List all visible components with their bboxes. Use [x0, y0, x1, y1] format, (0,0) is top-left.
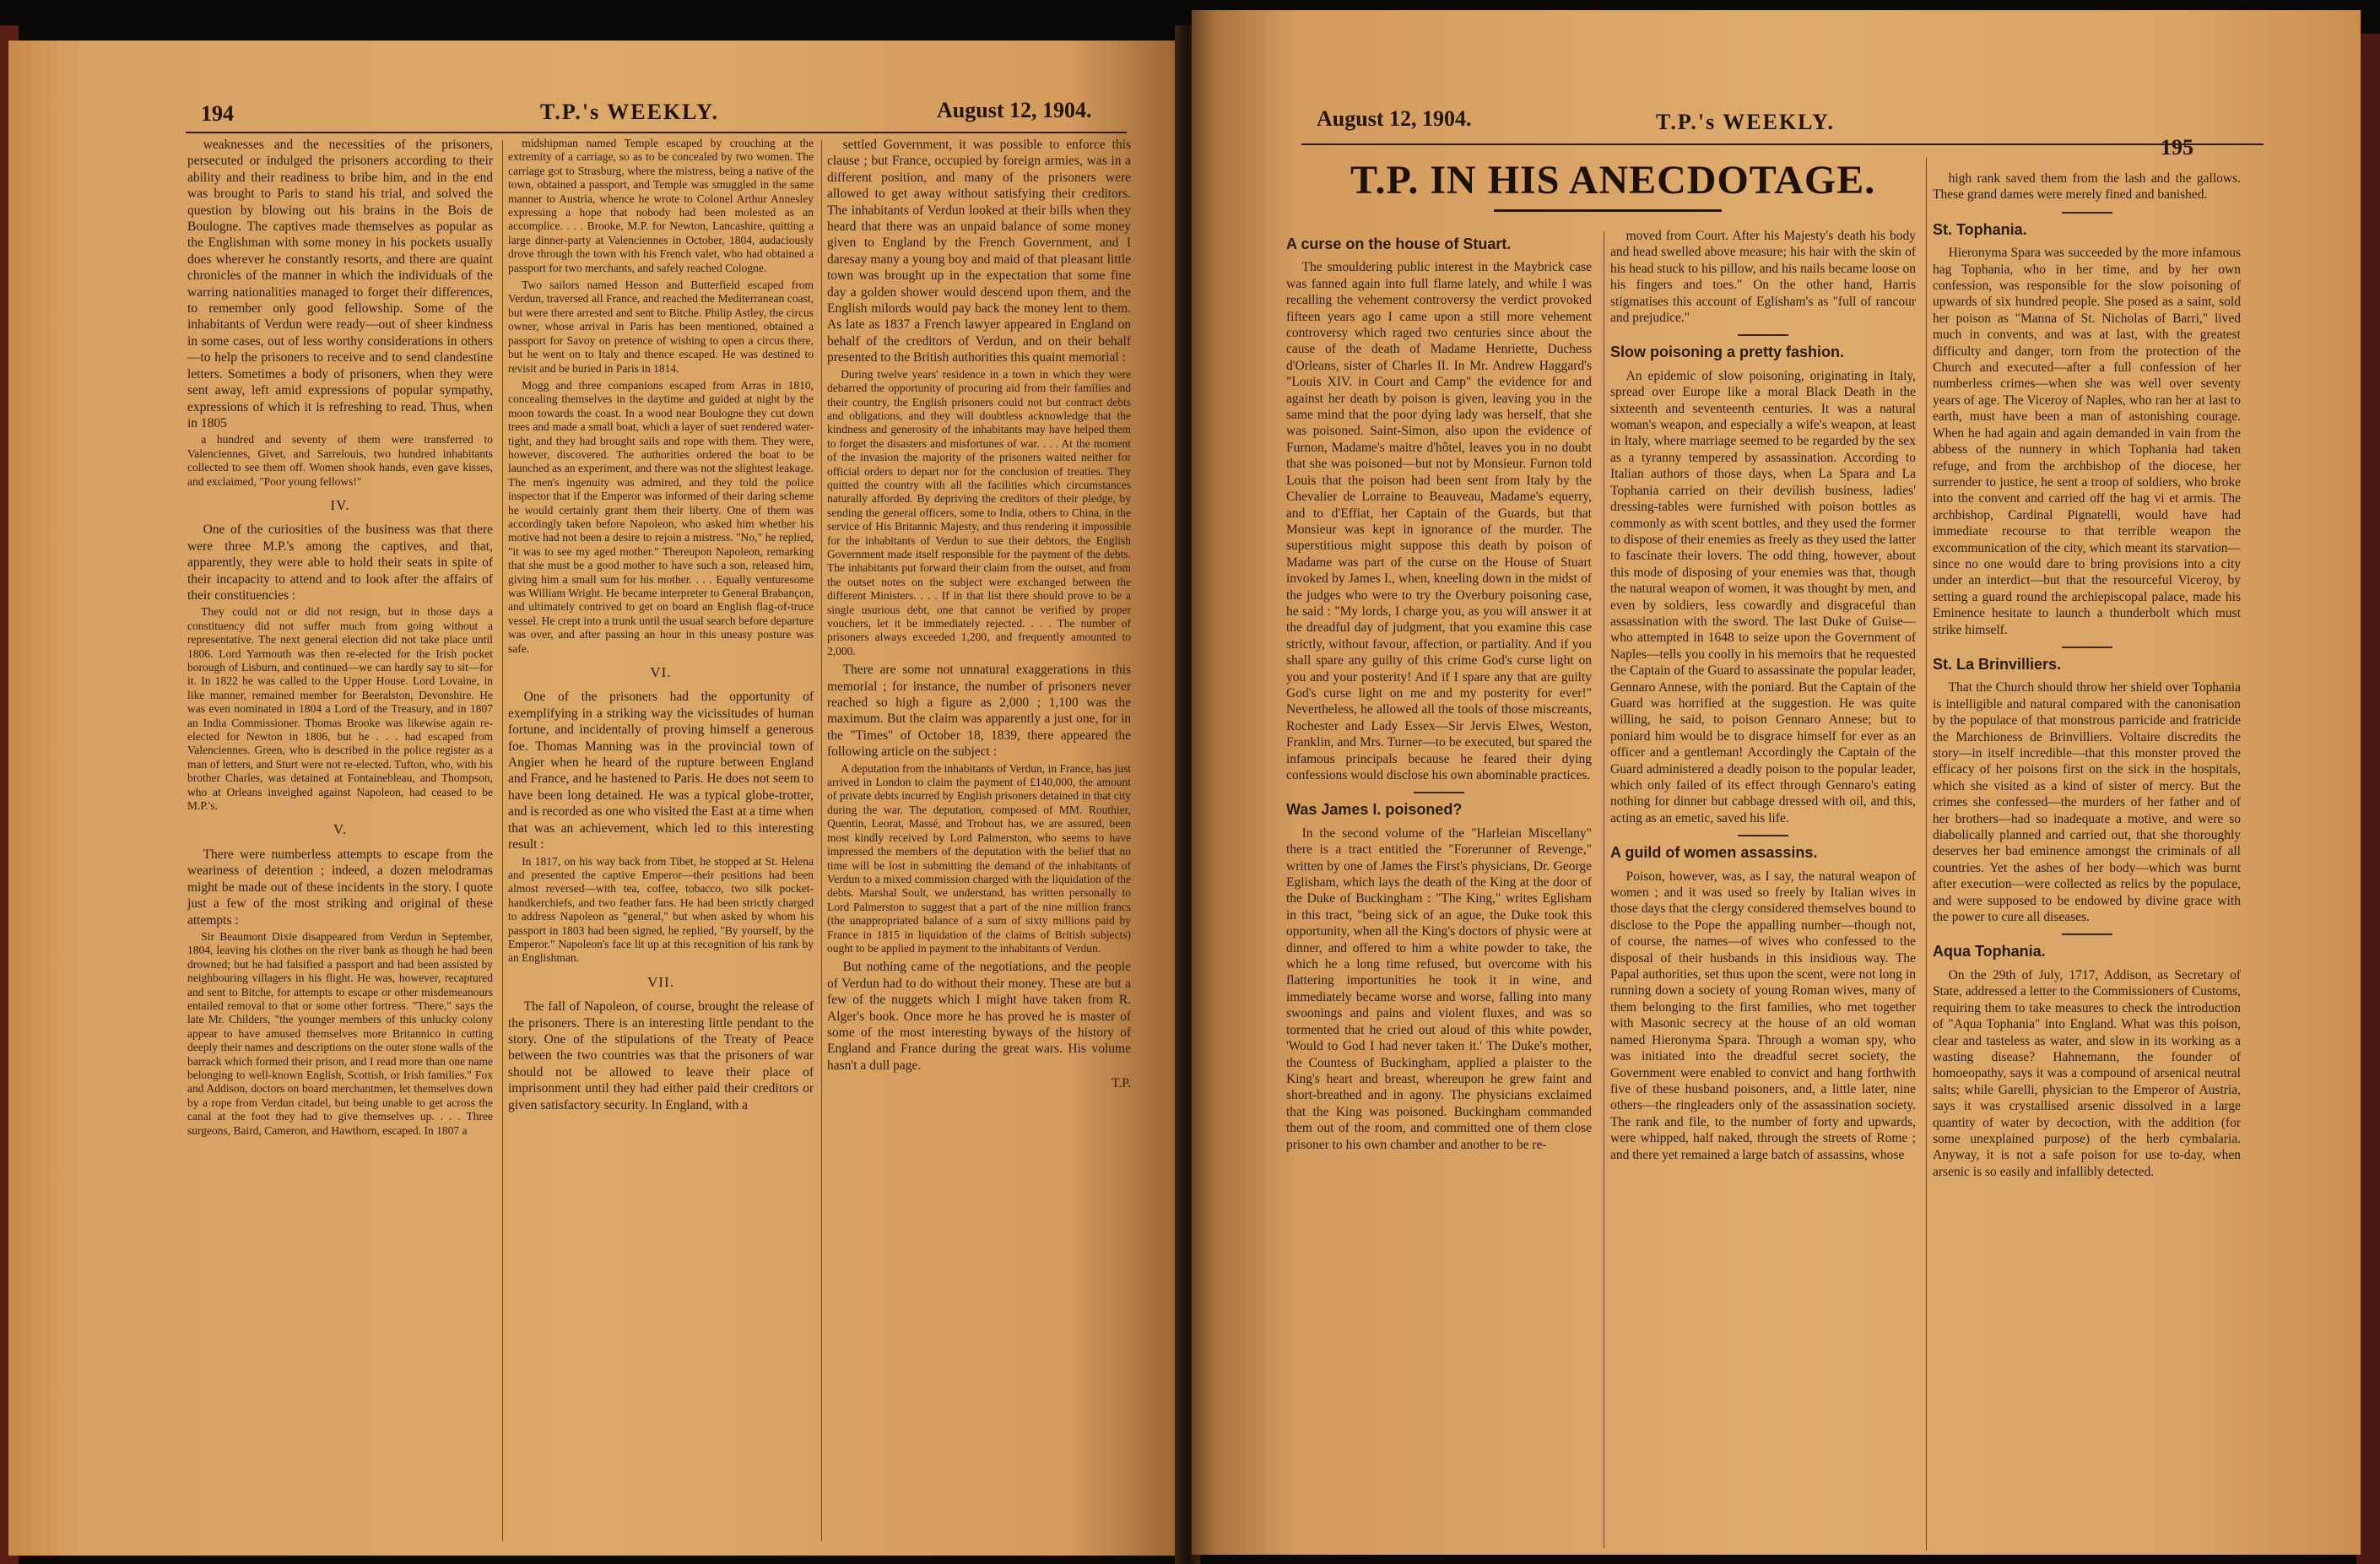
paragraph: That the Church should throw her shield over Tophania is intelligible and natural compared with the canonisation by the populace of that monstrous parricide and fratricide the Marchioness de Brinvilliers. Voltaire discredits the story—in itself incredible—that this monster proved the efficacy of her poisons first on the sick in the hospitals, which she visited as a kind of sister of mercy. But the crimes she confessed—the murders of her father and of her brothers—had so inadequate a motive, and were so diabolically planned and carried out, that she thoroughly deserves her bad eminence amongst the criminals of all countries. Yet the ashes of her body—which was burnt after execution—were collected as relics by the populace, and were supposed to be endowed by divine grace with the power to cure all diseases.	[1933, 680, 2241, 925]
paragraph: weaknesses and the necessities of the prisoners, persecuted or indulged the prisoners according to their ability and their readiness to bribe him, and in the end was brought to Paris to stand his trial, and solved the question by blowing out his brains in the Bois de Boulogne. The captives made themselves as popular as the Englishman with some money in his pockets usually does wherever he constantly resorts, and there are quaint chronicles of the manner in which the individuals of the warring nationalities managed to forget their differences, to remember only good fellowship. Some of the inhabitants of Verdun were ready—out of sheer kindness in some cases, out of less worthy considerations in others—to help the prisoners to receive and to send clandestine letters. Sometimes a body of prisoners, when they were sent away, left amid expressions of popular sympathy, expressions of which it is refreshing to read. Thus, when in 1805	[187, 138, 493, 430]
right-column-2	[1610, 228, 1916, 1553]
section-numeral: V.	[333, 821, 348, 838]
quoted-passage: In 1817, on his way back from Tibet, he stopped at St. Helena and presented the captive Emperor—their positions had been almost reversed—with tea, coffee, tobacco, two silk pocket-handkerchiefs, and two feather fans. He had been strictly charged to address Napoleon as "general," but when asked by whom his passport in 1803 had been signed, he replied, "By yourself, by the Emperor." Napoleon's face lit up at this recognition of his rank by an Englishman.	[508, 854, 814, 965]
paragraph: The smouldering public interest in the Maybrick case was fanned again into full flame lately, and while I was recalling the vehement controversy the verdict provoked fifteen years ago I came upon a still more vehement controversy which raged two centuries since about the cause of the death of Madame Henriette, Duchess d'Orleans, sister of Charles II. In Mr. Andrew Haggard's "Louis XIV. in Court and Camp" the evidence for and against her death by poison is given, leaving you in the same mind that the poor dying lady was herself, that she was poisoned. Saint-Simon, also upon the evidence of Furnon, Madame's maitre d'hôtel, leaves you in no doubt that she was poisoned—but not by Monsieur. Furnon told Louis that the poison had been sent from Italy by the Chevalier de Lorraine to Beauveau, Madame's equerry, and to d'Effiat, her Captain of the Guards, but that Monsieur was kept in ignorance of the murder. The superstitious might suppose this death by poison of Madame was part of the curse on the House of Stuart invoked by James I., when, kneeling down in the midst of the judges who were to try the Overbury poisoning case, he said : "My lords, I charge you, as you will answer it at the dreadful day of judgment, that you examine this case strictly, without favour, affection, or partiality. And if you shall spare any guilty of this crime God's curse light on you and your posterity! And if I spare any that are guilty God's curse light on me and my posterity for ever!" Nevertheless, he allowed all the tools of those miscreants, Rochester and Lady Essex—Sir Jervis Elwes, Weston, Franklin, and Mrs. Turner—to be executed, but spared the infamous principals because he feared their dying confessions would disclose his own abominable practices.	[1286, 260, 1592, 782]
section-heading: A guild of women assassins.	[1610, 844, 1818, 862]
paragraph: moved from Court. After his Majesty's death his body and head swelled above measure; his hair with the skin of his head stuck to his pillow, and his nails became loose on his fingers and toes." On the other hand, Harris stigmatises this account of Eglisham's as "full of rancour and prejudice."	[1610, 229, 1916, 326]
right-masthead: T.P.'s WEEKLY.	[1656, 110, 1836, 134]
left-page-number: 194	[201, 101, 234, 126]
paragraph: There were numberless attempts to escape from the weariness of detention ; indeed, a dozen melodramas might be made out of these incidents in the story. I quote just a few of the most striking and original of these attempts :	[187, 847, 493, 928]
author-signature: T.P.	[1112, 1076, 1131, 1091]
left-date: August 12, 1904.	[937, 98, 1092, 122]
right-date: August 12, 1904.	[1317, 106, 1472, 131]
paragraph: One of the curiosities of the business was that there were three M.P.'s among the captives, and that, apparently, they were able to hold their seats in spite of their incapacity to attend and to look after the affairs of their constituencies :	[187, 522, 493, 603]
quoted-passage: They could not or did not resign, but in those days a constituency did not suffer much from going without a representative. The next general election did not take place until 1806. Lord Yarmouth was then re-elected for the Irish pocket borough of Lisburn, and continued—we can hardly say to sit—for it. In 1822 he was called to the Upper House. Lord Lovaine, in like manner, remained member for Beeralston, Devonshire. He was even nominated in 1804 a Lord of the Treasury, and in 1807 an India Commissioner. Thomas Brooke was likewise again re-elected for Newton in 1806, but he . . . had escaped from Valenciennes. Green, who is described in the police register as a man of letters, and Sturt were not re-elected. Tufton, who, with his brother Charles, was detained at Fontainebleau, and Thompson, who at Orleans inveighed against Napoleon, had ceased to be M.P.'s.	[187, 605, 493, 813]
quoted-passage: midshipman named Temple escaped by crouching at the extremity of a carriage, so as to be concealed by two women. The carriage got to Strasburg, where the mistress, being a native of the town, obtained a passport, and Temple was smuggled in the same manner to Austria, whence he wrote to Colonel Arthur Annesley expressing a hope that nobody had been molested as an accomplice. . . . Brooke, M.P. for Newton, Lancashire, quitting a large dinner-party at Valenciennes in October, 1804, audaciously drove through the town with his French valet, who had obtained a passport for two merchants, and safely reached Cologne.	[508, 137, 814, 274]
quoted-passage: A deputation from the inhabitants of Verdun, in France, has just arrived in London to claim the payment of £140,000, the amount of private debts incurred by English prisoners detained in that city during the war. The deputation, composed of MM. Routhier, Quentin, Leorat, Massé, and Trobout has, we are assured, been most kindly received by Lord Palmerston, who seems to have impressed the members of the deputation with the belief that no time will be lost in submitting the demand of the inhabitants of Verdun to a mixed commission charged with the liquidation of the debts. Marshal Soult, we understand, has written personally to Lord Palmerston to suggest that a part of the nine million francs (the unappropriated balance of a sum of sixty millions paid by France in 1815 in liquidation of the claims of British subjects) ought to be applied in payment to the inhabitants of Verdun.	[827, 761, 1131, 955]
section-numeral: VII.	[647, 973, 674, 990]
quoted-passage: a hundred and seventy of them were transferred to Valenciennes, Givet, and Sarrelouis, two hundred inhabitants collected to see them off. Women shook hands, even gave kisses, and exclaimed, "Poor young fellows!"	[187, 433, 493, 488]
section-separator	[1414, 792, 1464, 793]
paragraph: high rank saved them from the lash and the gallows. These grand dames were merely fined and banished.	[1933, 171, 2241, 203]
article-title: T.P. IN HIS ANECDOTAGE.	[1350, 158, 1876, 203]
column-divider	[1926, 158, 1927, 1550]
title-underline	[1494, 209, 1722, 212]
left-page	[8, 41, 1186, 1556]
right-page-number: 195	[2161, 135, 2193, 160]
section-numeral: VI.	[650, 664, 672, 681]
section-heading: St. La Brinvilliers.	[1933, 655, 2062, 673]
paragraph: Poison, however, was, as I say, the natural weapon of women ; and it was used so freely by Italian wives in those days that the clergy considered themselves bound to disclose to the Pope the appalling number—though not, of course, the names—of wives who confessed to the disposal of their husbands in this insidious way. The Papal authorities, set thus upon the scent, were not long in running down a society of young Roman wives, many of them belonging to the first families, who met together with Masonic secrecy at the house of an old woman named Hieronyma Spara. Through a woman spy, who was initiated into the dreadful secret society, the Government were enabled to convict and hang forthwith five of these husband poisoners, and, a little later, nine others—the ringleaders only of the assassination society. The rank and file, to the number of forty and upwards, were whipped, half naked, through the streets of Rome ; and there yet remained a large batch of assassins, whose	[1610, 869, 1916, 1162]
paragraph: settled Government, it was possible to enforce this clause ; but France, occupied by foreign armies, was in a different position, and many of the prisoners were allowed to get away without satisfying their creditors. The inhabitants of Verdun looked at their bills when they heard that there was an unpaid balance of some money given to England by the French Government, and I daresay many a young boy and maid of that pleasant little town was brought up in the expectation that some fine day a golden shower would descend upon them, and the English milords would pay back the money lent to them. As late as 1837 a French lawyer appeared in England on behalf of the creditors of Verdun, and on their behalf presented to the British authorities this quaint memorial :	[827, 138, 1131, 365]
section-separator	[2062, 934, 2112, 935]
paragraph: In the second volume of the "Harleian Miscellany" there is a tract entitled the "Forerunner of Revenge," written by one of James the First's physicians, Dr. George Eglisham, which lays the death of the King at the door of the Duke of Buckingham : "The King," writes Eglisham in this tract, "being sick of an ague, the Duke took this opportunity, when all the King's doctors of physic were at dinner, and offered to him a white powder to take, the which he a long time refused, but overcome with his flattering importunities he took it in wine, and immediately became worse and worse, falling into many swoonings and pains and violent fluxes, and was so tormented that he cried out aloud of this white powder, 'Would to God I had never taken it.' The Duke's mother, the Countess of Buckingham, applied a plaister to the King's heart and breast, whereupon he grew faint and short-breathed and in agony. The physicians exclaimed that the King was poisoned. Buckingham commanded them out of the room, and committed one of them close prisoner to his own chamber and another to be re-	[1286, 825, 1592, 1152]
left-masthead: T.P.'s WEEKLY.	[540, 100, 720, 124]
section-heading: A curse on the house of Stuart.	[1286, 235, 1512, 252]
paragraph: The fall of Napoleon, of course, brought the release of the prisoners. There is an interesting little pendant to the story. One of the stipulations of the Treaty of Peace between the two countries was that the prisoners of war should not be allowed to leave their place of imprisonment until they had either paid their creditors or given satisfactory security. In England, with a	[508, 999, 814, 1112]
left-column-1	[187, 137, 493, 1542]
left-header-rule	[186, 132, 1127, 133]
right-column-3	[1933, 170, 2241, 1553]
column-divider	[821, 140, 822, 1541]
section-separator	[1738, 835, 1788, 836]
section-heading: Aqua Tophania.	[1933, 943, 2046, 961]
section-numeral: IV.	[330, 496, 350, 513]
section-separator	[1738, 334, 1788, 336]
right-page	[1192, 10, 2361, 1555]
right-column-1	[1286, 228, 1592, 1553]
paragraph: An epidemic of slow poisoning, originating in Italy, spread over Europe like a moral Black Death in the sixteenth and seventeenth centuries. It was a natural woman's weapon, and especially a wife's weapon, at least in Italy, where marriage seemed to be regarded by the sex as a tyranny tempered by assassination. According to Italian authors of those days, when La Spara and La Tophania carried on their devilish business, ladies' dressing-tables were furnished with poison bottles as commonly as with scent bottles, and they used the former to dispose of their enemies as freely as they used the latter to fascinate their lovers. The odd thing, however, about this mode of disposing of your enemies was that, though the natural weapon of women, it was thought by men, and even by soldiers, less cowardly and disgraceful than assassination with the sword. The last Duke of Guise—who attempted in 1648 to seize upon the Government of Naples—tells you coolly in his memoirs that he requested the Captain of the Guard to assassinate the popular leader, Gennaro Annese, with the poniard. But the Captain of the Guard was horrified at the suggestion. He was quite willing, he said, to poison Gennaro Annese; but to poniard him would be to disgrace himself for ever as an officer and a gentleman! Accordingly the Captain of the Guard administered a deadly poison to the popular leader, which only failed of its effect through Gennaro's eating nothing for dinner but cabbage dressed with oil, and this, acting as an emetic, saved his life.	[1610, 368, 1916, 825]
section-separator	[2062, 647, 2112, 648]
quoted-passage: Mogg and three companions escaped from Arras in 1810, concealing themselves in the daytime and guided at night by the moon towards the coast. In a wood near Boulogne they cut down trees and made a small boat, which a layer of suet rendered water-tight, and they had brought sails and rope with them. They were, however, discovered. The authorities ordered the boat to be launched as an experiment, and there was not the slightest leakage. The men's ingenuity was admired, and they told the police inspector that if the Emperor was informed of their daring scheme he would certainly grant them their liberty. One of them was accordingly taken before Napoleon, who asked him whether his motive had not been a desire to rejoin a mistress. "No," he replied, "it was to see my aged mother." Thereupon Napoleon, remarking that she must be a good mother to have such a son, released him, giving him a small sum for his mother. . . . Equally venturesome was William Wright. He became interpreter to General Brabançon, and ultimately contrived to get on board an English flag-of-truce vessel. He crept into a trunk until the usual search before departure was over, and after passing an hour in this uneasy posture was safe.	[508, 378, 814, 655]
paragraph: One of the prisoners had the opportunity of exemplifying in a striking way the vicissitudes of human fortune, and incidentally of proving himself a generous foe. Thomas Manning was in the provincial town of Angier when he heard of the rupture between England and France, and he hastened to Paris. He does not seem to have been long detained. He was a typical globe-trotter, and is recorded as one who visited the East at a time when that was an achievement, which led to this interesting result :	[508, 690, 814, 852]
quoted-passage: During twelve years' residence in a town in which they were debarred the opportunity of procuring aid from their families and their country, the English prisoners could not but contract debts and obligations, and they will doubtless acknowledge that the kindness and generosity of the inhabitants may have helped them to forget the disasters and misfortunes of war. . . . At the moment of the invasion the majority of the prisoners waited neither for official orders to depart nor for the conclusion of treaties. They quitted the country with all the facilities which circumstances naturally afforded. By depriving the creditors of their pledge, by sending the general officers, some to India, others to China, in the service of His Britannic Majesty, and thus rendering it impossible for the inhabitants of Verdun to sue their debtors, the English Government made itself responsible for the payment of the debts. The inhabitants put forward their claim from the outset, and from the outset notes on the subject were exchanged between the different Ministers. . . . If in that list there should prove to be a single usurious debt, one that cannot be verified by proper vouchers, let it be immediately rejected. . . . The number of prisoners always exceeded 1,200, and frequently amounted to 2,000.	[827, 367, 1131, 658]
quoted-passage: Two sailors named Hesson and Butterfield escaped from Verdun, traversed all France, and reached the Mediterranean coast, but were there arrested and sent to Bitche. Philip Astley, the circus owner, whose arrival in Paris has been mentioned, obtained a passport for Savoy on pretence of wishing to open a circus there, but he went on to Italy and thence escaped. He was destined to revisit and be buried in Paris in 1814.	[508, 279, 814, 375]
section-separator	[2062, 212, 2112, 214]
column-divider	[502, 140, 503, 1541]
left-column-2	[508, 137, 814, 1542]
paragraph: But nothing came of the negotiations, and the people of Verdun had to do without their money. These are but a few of the nuggets which I might have taken from R. Alger's book. Once more he has proved he is master of some of the most interesting byways of the history of England and France during the great wars. His volume hasn't a dull page.	[827, 960, 1131, 1073]
paragraph: There are some not unnatural exaggerations in this memorial ; for instance, the number of prisoners never reached so high a figure as 2,000 ; 1,100 was the maximum. But the claim was apparently a just one, for in the "Times" of October 18, 1839, there appeared the following article on the subject :	[827, 663, 1131, 760]
section-heading: Slow poisoning a pretty fashion.	[1610, 344, 1845, 361]
left-column-3	[827, 137, 1131, 1542]
paragraph: On the 29th of July, 1717, Addison, as Secretary of State, addressed a letter to the Commissioners of Customs, requiring them to take measures to check the introduction of "Aqua Tophania" into England. What was this poison, clear and tasteless as water, and slow in its working as a wasting disease? Hahnemann, the founder of homoeopathy, says it was a compound of arsenical neutral salts; while Garelli, physician to the Emperor of Austria, says it was crystallised arsenic dissolved in a large quantity of water by decoction, with the addition (for some unexplained purpose) of the herb cymbalaria. Anyway, it is not a safe poison for use to-day, when arsenic is so easily and infallibly detected.	[1933, 967, 2241, 1179]
paragraph: Hieronyma Spara was succeeded by the more infamous hag Tophania, who in her time, and by her own confession, was responsible for the slow poisoning of upwards of six hundred people. She posed as a saint, sold her poison as "Manna of St. Nicholas of Barri," lived much in convents, and was at last, with the greatest difficulty and danger, torn from the protection of the Church and executed—after a full confession of her numberless crimes—when she was well over seventy years of age. The Viceroy of Naples, who ran her at last to earth, must have been a man of astonishing courage. When he had again and again demanded in vain from the abbess of the nunnery in which Tophania had taken refuge, and from the archbishop of the diocese, her surrender to justice, he sent a troop of soldiers, who broke into the convent and carried off the hag vi et armis. The archbishop, Cardinal Pignatelli, would have had immediate recourse to that terrible weapon the excommunication of the city, which meant its starvation—since no one would dare to bring provisions into a city under an interdict—but that the resourceful Viceroy, by setting a guard round the archiepiscopal palace, made his Eminence hesitate to launch a thunderbolt which must strike himself.	[1933, 246, 2241, 637]
quoted-passage: Sir Beaumont Dixie disappeared from Verdun in September, 1804, leaving his clothes on the river bank as though he had been drowned; but he had falsified a passport and had been assisted by neighbouring villagers in his flight. He was, however, recaptured and sent to Bitche, for attempts to escape or other misdemeanours entailed removal to that or some other fortress. "There," says the late Mr. Childers, "the younger members of this unlucky colony appear to have amused themselves more Britannico in cutting deeply their names and descriptions on the outer stone walls of the barrack which formed their prison, and I read more than one name belonging to well-known English, Scottish, or Irish families." Fox and Addison, doctors on board merchantmen, let themselves down by a rope from Verdun citadel, but being unable to get across the canal at the foot they had to give themselves up. . . . Three surgeons, Baird, Cameron, and Hawthorn, escaped. In 1807 a	[187, 929, 493, 1137]
section-heading: St. Tophania.	[1933, 220, 2027, 238]
section-heading: Was James I. poisoned?	[1286, 801, 1463, 819]
right-header-rule	[1301, 143, 2264, 145]
